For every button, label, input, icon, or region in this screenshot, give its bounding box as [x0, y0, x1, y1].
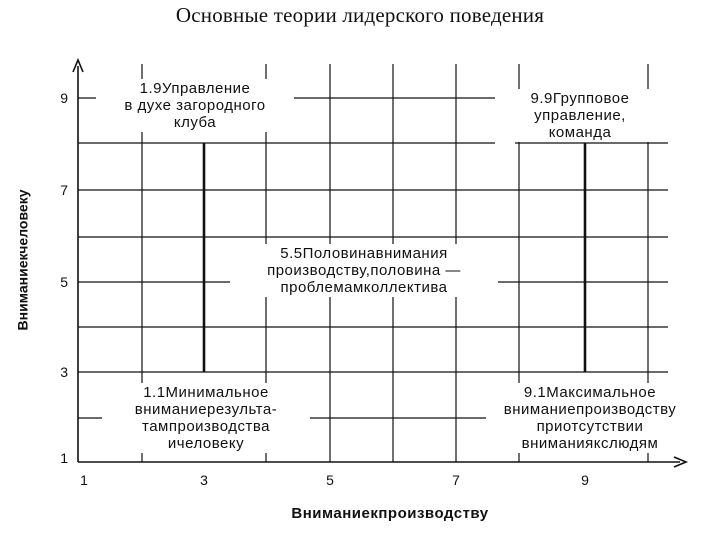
style-label-9-1 — [486, 383, 694, 453]
y-tick-label: 3 — [60, 364, 68, 380]
style-label-line: вниманиерезульта- — [134, 401, 278, 418]
style-label-line: 9.1Максимальное — [523, 384, 657, 401]
style-label-line: ичеловеку — [167, 435, 245, 452]
style-label-line: вниманиякслюдям — [521, 435, 659, 452]
style-label-line: тампроизводства — [142, 418, 270, 435]
style-label-1-1 — [102, 383, 310, 453]
x-tick-label: 5 — [326, 472, 334, 488]
style-label-line: 9.9Групповое — [530, 90, 630, 107]
y-tick-label: 7 — [60, 182, 68, 198]
y-axis-label: Вниманиекчеловеку — [14, 189, 31, 331]
style-label-line: клуба — [173, 114, 217, 131]
x-tick-label: 9 — [581, 472, 589, 488]
x-tick-label: 7 — [452, 472, 460, 488]
style-label-line: производству,половина — — [267, 262, 461, 279]
page-title: Основные теории лидерского поведения — [175, 3, 545, 27]
style-label-line: 1.1Минимальное — [143, 384, 269, 401]
y-axis-label-box — [4, 180, 40, 340]
style-label-line: управление, — [534, 107, 626, 124]
style-label-line: приотсутствии — [536, 418, 644, 435]
style-label-5-5 — [230, 244, 498, 297]
y-tick-label: 5 — [60, 274, 68, 290]
style-label-line: команда — [548, 124, 612, 141]
x-axis-label: Вниманиекпроизводству — [291, 505, 489, 522]
style-label-line: проблемамколлектива — [280, 279, 448, 296]
y-tick-label: 1 — [60, 450, 68, 466]
style-label-line: вниманиепроизводству — [503, 401, 677, 418]
style-label-line: в духе загородного — [124, 97, 266, 114]
y-tick-label: 9 — [60, 90, 68, 106]
style-label-line: 1.9Управление — [139, 80, 251, 97]
style-label-9-9 — [496, 89, 664, 142]
style-label-1-9 — [96, 79, 294, 132]
x-tick-label: 1 — [80, 472, 88, 488]
style-label-line: 5.5Половинавнимания — [280, 245, 448, 262]
x-tick-label: 3 — [200, 472, 208, 488]
